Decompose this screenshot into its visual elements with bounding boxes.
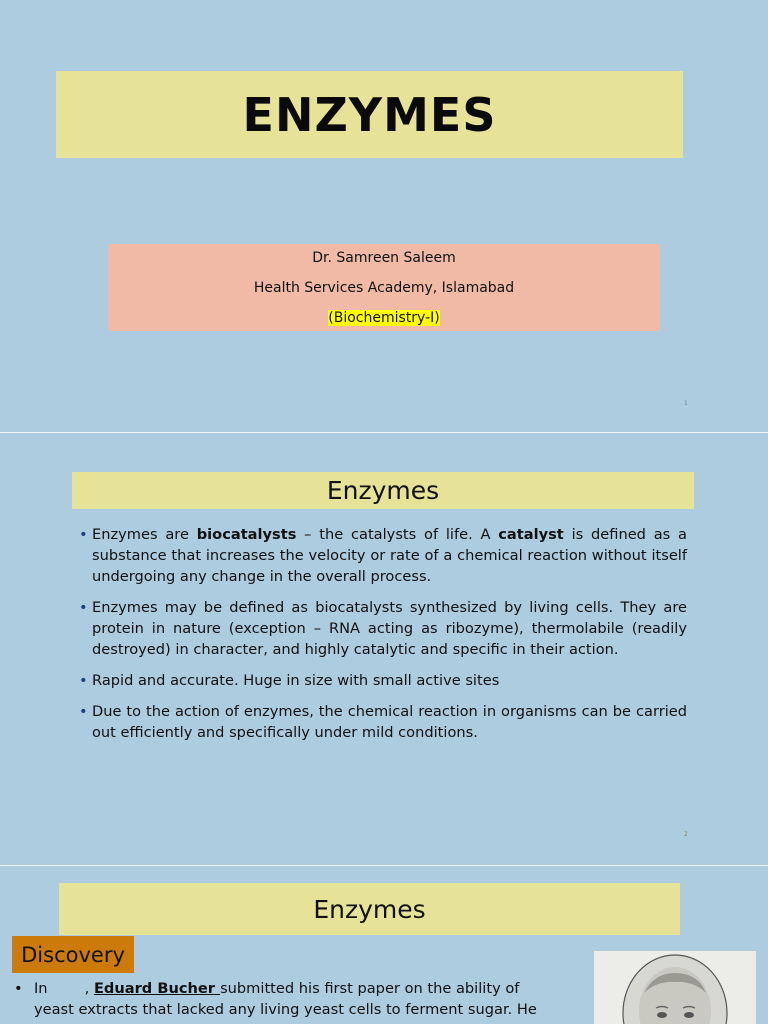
portrait-photo [594, 951, 756, 1024]
bullet-text: is defined as a substance that increases the velocity or rate of a chemical reaction without itself undergoing any change in the overall process. [92, 526, 687, 585]
list-item [79, 524, 687, 587]
slide-1 [0, 0, 768, 432]
slide-heading [59, 883, 680, 935]
bullet-list [79, 524, 687, 753]
bullet-text: – the catalysts of life. A [296, 526, 499, 543]
bullet-text: Due to the action of enzymes, the chemical reaction in organisms can be carried out efficiently and specifically under mild conditions. [92, 703, 687, 741]
bullet-text: submitted his first paper on the ability of [220, 980, 520, 997]
bold-term: biocatalysts [196, 526, 297, 543]
bullet-text: Rapid and accurate. Huge in size with small active sites [92, 672, 500, 689]
institution: Health Services Academy, Islamabad [253, 279, 515, 296]
list-item [79, 670, 687, 691]
course-label: (Biochemistry-I) [328, 309, 440, 326]
bullet-dot-icon: • [79, 672, 88, 689]
slide-3 [0, 866, 768, 1024]
bullet-dot-icon: • [14, 980, 23, 997]
bullet-text: yeast extracts that lacked any living yeast cells to ferment sugar. He [34, 1001, 537, 1018]
bullet-dot-icon: • [79, 599, 88, 616]
list-item [79, 597, 687, 660]
bullet-dot-icon: • [79, 703, 88, 720]
slide-number: 1 [684, 400, 688, 407]
bullet-dot-icon: • [79, 526, 88, 543]
heading-text: Enzymes [313, 894, 426, 924]
discovery-text [14, 978, 582, 1020]
scientist-name: Eduard Bucher [93, 980, 221, 997]
slide-heading [72, 472, 694, 509]
heading-text: Enzymes [326, 476, 440, 505]
page-title: ENZYMES [242, 87, 497, 142]
bold-term: catalyst [498, 526, 564, 543]
bullet-text: In , [34, 980, 94, 997]
author-name: Dr. Samreen Saleem [312, 249, 456, 266]
subheading-text: Discovery [21, 942, 125, 967]
title-box [56, 71, 683, 158]
list-item [79, 701, 687, 743]
discovery-label [12, 936, 134, 973]
author-box [108, 244, 660, 331]
bullet-text: Enzymes may be defined as biocatalysts synthesized by living cells. They are protein in nature (exception – RNA acting as ribozyme), thermolabile (readily destroyed) in character, and highly catalytic and specific in their action. [92, 599, 687, 658]
slide-number: 2 [684, 831, 688, 838]
bullet-text: Enzymes are [92, 526, 197, 543]
slide-2 [0, 433, 768, 865]
